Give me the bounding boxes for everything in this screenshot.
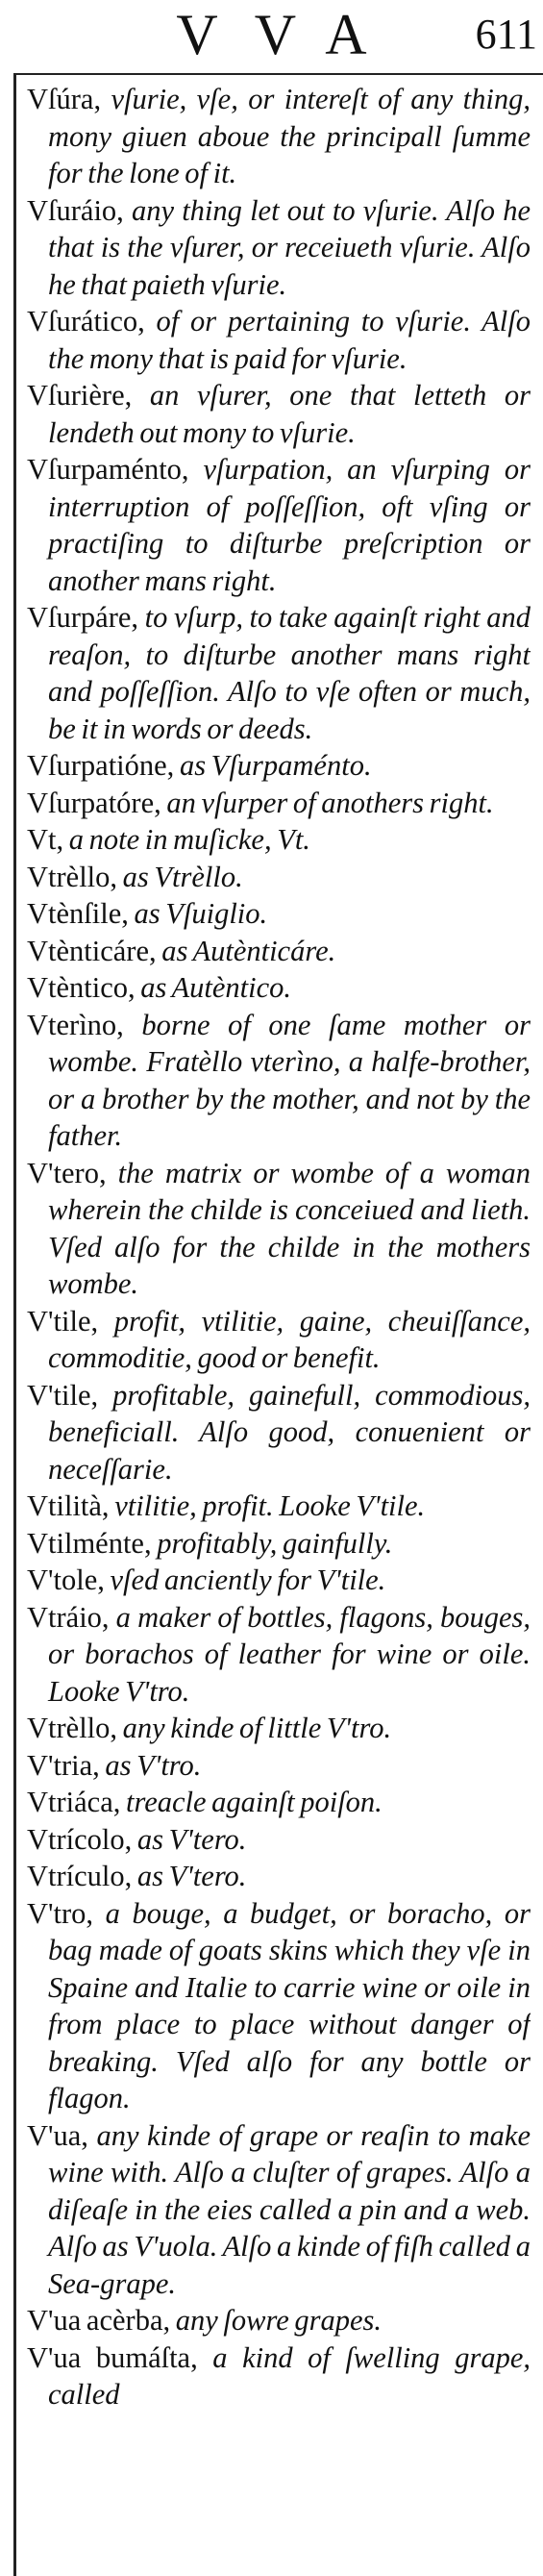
entry-definition: a maker of bottles, flagons, bouges, or borachos of leather for wine or oile. Looke V'tro.: [48, 1600, 531, 1708]
entry-definition: treacle againſt poiſon.: [120, 1786, 383, 1818]
dictionary-entry: [27, 1710, 531, 1747]
entry-headword: V'tria,: [27, 1748, 100, 1782]
entry-definition: vſurie, vſe, or intereſt of any thing, mony giuen aboue the principall ſumme for the lone of it.: [48, 83, 531, 189]
dictionary-entry: [27, 1858, 531, 1895]
dictionary-entry: [27, 1895, 531, 2117]
dictionary-entry: [27, 451, 531, 599]
entry-headword: Vtrículo,: [27, 1860, 133, 1892]
dictionary-entry: [27, 1488, 531, 1525]
entry-definition: as V'tro.: [99, 1748, 202, 1782]
entry-headword: Vſúra,: [27, 83, 102, 115]
entry-headword: V'ua,: [27, 2118, 88, 2152]
entry-definition: profit, vtilitie, gaine, cheuiſſance, commoditie, good or benefit.: [48, 1304, 531, 1374]
entry-headword: V'tile,: [27, 1378, 99, 1412]
dictionary-entry: [27, 1007, 531, 1155]
entry-definition: a note in muſicke, Vt.: [63, 823, 310, 856]
entry-headword: Vtènticáre,: [27, 934, 157, 967]
entry-headword: Vtrèllo,: [27, 1712, 118, 1744]
entry-headword: Vſuráio,: [27, 193, 124, 227]
dictionary-entry: [27, 747, 531, 785]
entry-headword: Vtrèllo,: [27, 860, 118, 893]
dictionary-entry: [27, 1377, 531, 1488]
entry-headword: V'tro,: [27, 1896, 94, 1930]
entry-headword: V'tile,: [27, 1304, 99, 1338]
entry-headword: Vterìno,: [27, 1008, 124, 1041]
entry-definition: any kinde of little V'tro.: [117, 1712, 392, 1744]
entry-definition: to vſurp, to take againſt right and reaſon, to diſturbe another mans right and poſſeſſion. Alſo to vſe often or much, be it in words or deeds.: [48, 601, 531, 745]
entry-definition: as Autènticáre.: [156, 934, 336, 967]
entry-definition: any kinde of grape or reaſin to make wine with. Alſo a cluſter of grapes. Alſo a diſeaſe in the eies called a pin and a web. Alſo as V'uola. Alſo a kinde of fiſh called a Sea-grape.: [48, 2118, 531, 2300]
dictionary-entry: [27, 1599, 531, 1711]
entry-headword: Vtènſile,: [27, 897, 129, 930]
entry-headword: Vtriáca,: [27, 1786, 121, 1818]
entry-definition: of or pertaining to vſurie. Alſo the mony that is paid for vſurie.: [48, 305, 531, 375]
entry-definition: as Vſurpaménto.: [174, 749, 372, 782]
entry-headword: V'tole,: [27, 1563, 105, 1596]
page-header: [0, 0, 543, 77]
entry-headword: Vtilità,: [27, 1489, 110, 1522]
dictionary-entry: [27, 1155, 531, 1303]
entry-definition: as V'tero.: [132, 1822, 247, 1856]
entry-definition: a bouge, a budget, or boracho, or bag made of goats skins which they vſe in Spaine and Italie to carrie wine or oile in from place to place without danger of breaking. Vſed alſo for any bottle or flagon.: [48, 1896, 531, 2114]
dictionary-entry: [27, 821, 531, 859]
entry-definition: vſurpation, an vſurping or interruption of poſſeſſion, oft vſing or practiſing to diſturbe preſcription or another mans right.: [48, 453, 531, 597]
entry-headword: Vſurpaménto,: [27, 453, 189, 486]
dictionary-entry: [27, 2117, 531, 2303]
entry-definition: as Vtrèllo.: [117, 860, 243, 893]
entry-headword: Vſurière,: [27, 379, 133, 412]
entry-definition: a kind of ſwelling grape, called: [48, 2340, 531, 2411]
entry-headword: Vtilménte,: [27, 1526, 152, 1560]
dictionary-entry: [27, 933, 531, 970]
entry-definition: as V'tero.: [132, 1860, 247, 1892]
dictionary-entry: [27, 1303, 531, 1377]
dictionary-entry: [27, 377, 531, 451]
entry-headword: Vtèntico,: [27, 971, 136, 1004]
column-rule: [13, 75, 16, 2576]
entry-headword: V'ua acèrba,: [27, 2304, 171, 2337]
entry-headword: Vſurpatóre,: [27, 786, 161, 819]
entry-definition: an vſurper of anothers right.: [160, 786, 494, 819]
entry-definition: any thing let out to vſurie. Alſo he that is the vſurer, or receiueth vſurie. Alſo he that paieth vſurie.: [48, 193, 531, 301]
dictionary-column: [27, 81, 531, 2571]
entry-headword: Vſurpatióne,: [27, 749, 175, 782]
entry-definition: an vſurer, one that letteth or lendeth out mony to vſurie.: [48, 379, 531, 449]
dictionary-entry: [27, 969, 531, 1007]
entry-headword: V'tero,: [27, 1156, 107, 1189]
dictionary-entry: [27, 1525, 531, 1563]
dictionary-entry: [27, 1747, 531, 1785]
dictionary-entry: [27, 2339, 531, 2413]
dictionary-entry: [27, 599, 531, 747]
entry-headword: Vſurpáre,: [27, 601, 139, 634]
dictionary-entry: [27, 1821, 531, 1859]
dictionary-entry: [27, 303, 531, 377]
entry-definition: borne of one ſame mother or wombe. Fratèllo vterìno, a halfe-brother, or a brother by the mother, and not by the father.: [48, 1008, 531, 1152]
dictionary-entry: [27, 895, 531, 933]
entry-definition: profitable, gainefull, commodious, beneficiall. Alſo good, conuenient or neceſſarie.: [48, 1378, 531, 1486]
entry-definition: as Autèntico.: [135, 971, 291, 1004]
dictionary-entry: [27, 1562, 531, 1599]
entry-definition: any ſowre grapes.: [170, 2304, 383, 2337]
dictionary-entry: [27, 192, 531, 304]
dictionary-entry: [27, 785, 531, 822]
entry-definition: as Vſuiglio.: [128, 897, 268, 930]
dictionary-entry: [27, 859, 531, 896]
dictionary-entry: [27, 81, 531, 192]
entry-headword: Vtráio,: [27, 1600, 110, 1634]
entry-headword: Vſurático,: [27, 305, 145, 338]
entry-definition: vtilitie, profit. Looke V'tile.: [109, 1489, 426, 1522]
entry-headword: Vtrícolo,: [27, 1822, 133, 1856]
header-rule: [13, 73, 543, 75]
dictionary-entry: [27, 1784, 531, 1821]
page-number: 611: [475, 11, 537, 58]
entry-definition: the matrix or wombe of a woman wherein the childe is conceiued and lieth. Vſed alſo for the childe in the mothers wombe.: [48, 1156, 531, 1300]
entry-headword: Vt,: [27, 823, 64, 856]
running-headword: VVA: [176, 3, 404, 66]
dictionary-entry: [27, 2302, 531, 2339]
entry-definition: vſed anciently for V'tile.: [104, 1563, 386, 1596]
entry-headword: V'ua bumáſta,: [27, 2340, 198, 2374]
entry-definition: profitably, gainfully.: [151, 1526, 393, 1560]
